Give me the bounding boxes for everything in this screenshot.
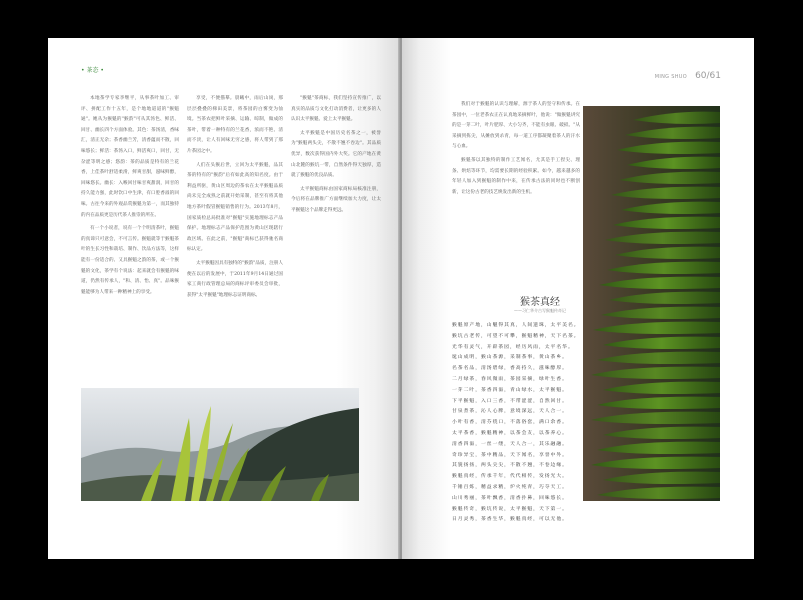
poem-line: 日月灵秀，茶香生华，猴魁真经，可以无他。 <box>452 517 568 523</box>
poem-subtitle: ——习仁华介古写猴魁传奇记 <box>514 308 566 313</box>
poem-line: 下平猴魁，入口三香，不带涩涩，自然回甘。 <box>452 398 568 404</box>
paragraph: 太平猴魁商标由国家商标局核准注册，今后将在品牌推广方面继续加大力度，让太平猴魁这个品牌走得更远。 <box>291 186 381 213</box>
left-page <box>48 38 400 559</box>
poem-line: 奇珍异宝，茶中精品，天下闻名，享誉中外。 <box>452 452 568 458</box>
paragraph: 有一个小说者，说有一个个明清茶叶，猴魁的真谛只可意会，不可言传。猴魁就等于猴魁茶叶的生长习性和栽培、制作、饮品方法等，这样能有一份适合的、又具猴魁之韵的茶，或一个猴魁的文化，茶学有个说法：起来就会有猴魁的味道，仍然有传承人，"和、清、怡、真"。品味猴魁能够为人带来一种精神上的享受。 <box>81 226 179 295</box>
poem-title: 猴茶真经 <box>520 297 560 308</box>
page-folio <box>655 63 721 82</box>
tea-leaves-rows-photo <box>583 106 720 501</box>
paragraph: 我们对于猴魁的认识与理解，源于茶人的坚守和传承。在茶园中，一位老茶农正在认真地采摘鲜叶，他说："做猴魁讲究的是一芽二叶，叶片肥厚、大小匀齐，不能有虫眼、破损。"从采摘到拣尖，从摊放到杀青，每一道工序都凝聚着茶人的汗水与心血。 <box>452 102 580 150</box>
poem-line: 一芽二叶，茶香四溢，青山绿水，太平猴魁。 <box>452 387 568 393</box>
paragraph: 人们在头猴后世，立回为太平猴魁，品其茶的特有的"猴韵"后有如此高的知名度。由于利益所驱，黄山区周边的茶农在太平猴魁品质尚未完全成熟之前就开始采制，甚至有将其他地方茶叶假冒猴魁销售的行为。2013年8月，国家质检总局批准对"猴魁"实施地理标志产品保护。地理标志产品保护范围为黄山区现辖行政区域。在此之前，"猴魁"商标已获得驰名商标认定。 <box>187 162 283 253</box>
poem-line: 诞山成明，猴山茶源，采制茶事，黄山茶乡。 <box>452 355 568 361</box>
paragraph: 太平猴魁是中国历史名茶之一，被誉为"猴魁两头尖，不散不翘不卷边"。其品质优异，数次获得国内外大奖。它的产地在黄山北麓的猴坑一带，自然条件得天独厚，造就了猴魁的优良品质。 <box>291 130 381 179</box>
poem-line: 太平茶香，猴魁精神，以茶会友，以茶养心。 <box>452 430 568 436</box>
poem-line: 名茶名品，清汤碧绿，香高持久，滋味醇厚。 <box>452 366 568 372</box>
paragraph: "猴魁"茶商标，我们坚持宣传推广，以真实的品质与文化打动消费者，让更多的人认识太平猴魁、爱上太平猴魁。 <box>291 96 381 123</box>
right-page <box>402 38 754 559</box>
poem-line: 猴坑古老传，可望不可攀，猴魁精神，天下名茶。 <box>452 333 580 339</box>
poem-line: 小叶有香，清芬绕口，不落俗套，满口余香。 <box>452 420 568 426</box>
poem-line: 光华有灵气，开辟茶园，经历风雨，太平名华。 <box>452 344 574 350</box>
poem-line: 猴魁原产地，山魈得其真，人间遗珠，太平美名。 <box>452 323 580 328</box>
paragraph: 猴魁茶以其独特的制作工艺闻名，尤其是手工捏尖、理条、烘焙等环节，均需要长期的经验积累。如今，越来越多的年轻人加入到猴魁的制作中来，在传承古法的同时也不断创新，让这份古老的技艺焕发出新的生机。 <box>452 157 580 195</box>
left-column-3 <box>291 94 381 354</box>
paragraph: 本地茶学专家李继平，从事茶叶加工、审评、拼配工作十五年，是个地地道道的"猴魁通"。她从为猴魁的"猴韵"可从其汤色、鲜活、回甘、幽长四个方面体验。其色：茶汤清，香味汇，清正无杂；茶香幽兰芳，清香蕴而不散，回味悠长；鲜活：茶汤入口，鲜活爽口，回甘，无杂涩等明之感；悠韵：茶的品质是特有的兰花香，上佳茶叶舒适柔滑，鲜爽甘甜，滋味鲜醇，回味悠长。幽长：入喉回甘味甘爽甜润，回甘的持久能力强，此时饮口中生津，有口腔香溢的回味。古往今来的外观品赏猴魁为第一，而其独特的内在品质更是历代茶人推崇的所在。 <box>81 96 179 218</box>
poem-body <box>452 321 584 526</box>
right-column-1 <box>452 100 580 290</box>
paragraph: 享受，不便描摹。晨曦中，雨后山岗，那层层叠叠的梯田美景，将茶园的白雾变为仙境。当茶农把鲜叶采摘、运输、晾制，做成的茶叶，带着一种特有的兰花香，浓而不艳、清而不淡，让人有回味无穷之感，将人带到了那片茶园之中。 <box>187 96 283 154</box>
poem-line: 山川秀丽，茶叶飘香，清香扑鼻，回味悠长。 <box>452 495 568 501</box>
poem-line: 其貌扬扬，两头尖尖，不散不翘，不卷边缘。 <box>452 463 568 469</box>
tea-plant-misty-photo <box>81 388 359 501</box>
poem-line: 二月绿茶，春风微雨，茶园采摘，绿叶生香。 <box>452 376 568 382</box>
paragraph: 太平猴魁因具有独特的"猴韵"品质，注册人便在以后的发展中，于2011年9月14日通过国家工商行政管理总局的商标评审委员会审批，获得"太平猴魁"地理标志证明商标。 <box>187 260 283 298</box>
poem-line: 清香四溢，一丝一缕，天人合一，其乐融融。 <box>452 441 568 447</box>
left-column-1 <box>81 94 179 354</box>
page-number: 60/61 <box>695 71 721 81</box>
poem-line: 千锤百炼，精益求精，炉火纯青，巧夺天工。 <box>452 484 568 490</box>
folio-label: MING SHUO <box>654 74 687 80</box>
left-column-2 <box>187 94 283 354</box>
poem-line: 猴魁真经，传承千年，代代相传，发扬光大。 <box>452 474 568 480</box>
section-tag: • 茶态 • <box>81 67 104 74</box>
poem-line: 猴魁传奇，猴坑传说，太平猴魁，天下第一。 <box>452 506 568 512</box>
poem-line: 甘泉煮茶，沁人心脾，意境深远，天人合一。 <box>452 409 568 415</box>
